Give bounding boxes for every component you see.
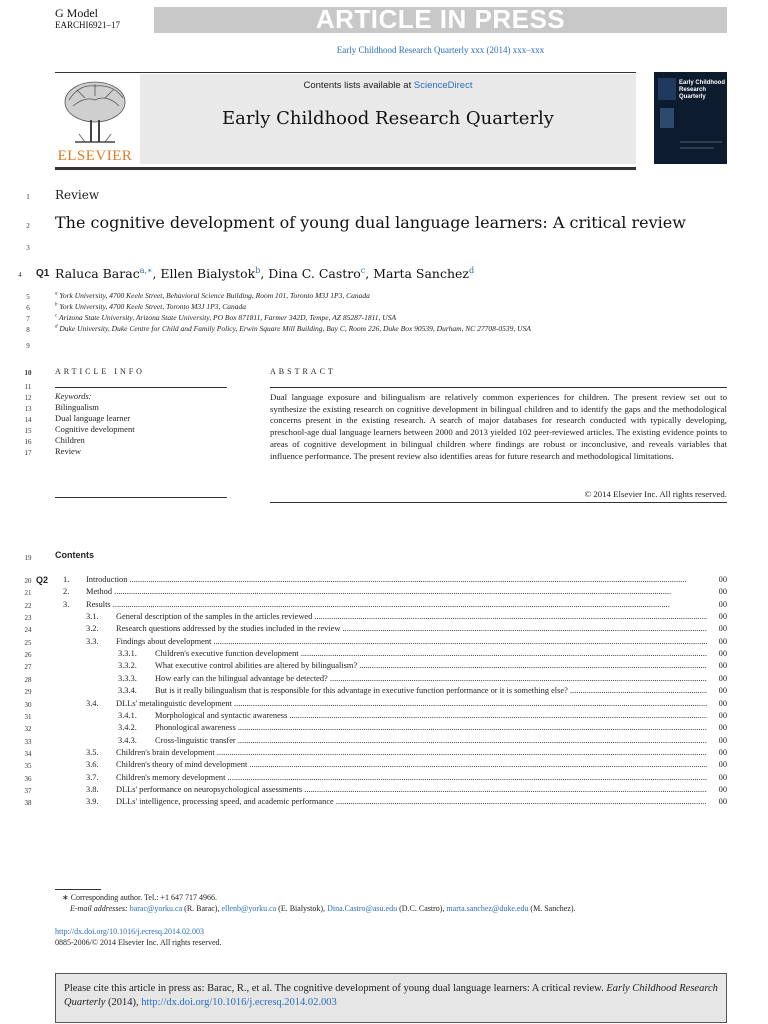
affiliation [55,302,246,311]
article-code: EARCHI6921–17 [55,20,120,30]
line-number: 24 [24,626,32,635]
toc-entry[interactable] [55,760,727,772]
affiliation-text: Duke University, Duke Centre for Child and Family Policy, Erwin Square Mill Building, Bay C, Room 226, Duke Box 90539, Durham, NC 27708-0539, USA [59,324,531,333]
line-number: 3 [26,244,30,252]
toc-entry-number: 3.4. [86,698,99,708]
line-number: 12 [24,394,32,402]
toc-entry[interactable] [55,686,727,698]
contents-available-line [140,80,636,91]
toc-entry[interactable] [55,748,727,760]
email-label: E-mail addresses: [70,904,128,913]
toc-entry-title[interactable]: Children's theory of mind development ..... [116,760,707,769]
toc-entry-title[interactable]: But is it really bilingualism that is responsible for this advantage in executive function performance or it is something else? ..... [155,686,707,695]
toc-entry-title[interactable]: Morphological and syntactic awareness ..... [155,711,707,720]
toc-entry-page: 00 [718,599,727,609]
line-number: 33 [24,737,32,746]
toc-entry-title[interactable]: Research questions addressed by the studies included in the review ..... [116,624,707,633]
toc-entry[interactable] [55,773,727,785]
toc-entry[interactable] [55,587,727,599]
toc-entry-page: 00 [718,575,727,584]
toc-entry-number: 3.3.2. [118,661,137,671]
keyword: Review [55,446,81,456]
line-number: 15 [24,427,32,435]
line-number: 22 [24,601,32,610]
toc-entry-page: 00 [718,673,727,683]
affiliation [55,313,396,322]
line-number: 4 [18,271,22,279]
toc-entry-number: 3.4.2. [118,723,137,733]
contents-available-text: Contents lists available at [303,80,414,91]
toc-entry-title[interactable]: Cross-linguistic transfer ..... [155,736,707,745]
toc-entry[interactable] [55,600,727,612]
toc-entry-page: 00 [718,636,727,646]
author-name[interactable]: Dina C. Castro [268,266,361,282]
line-number: 20 [24,577,32,585]
paper-title: The cognitive development of young dual language learners: A critical review [55,213,686,232]
author-list: Raluca Barac$^{a,∗}$, Ellen Bialystok$^b$, Dina C. Castro$^c$, Marta Sanchez$^d$ [55,266,475,282]
line-number: 32 [24,725,32,734]
toc-entry-title[interactable]: DLLs' intelligence, processing speed, and academic performance ..... [116,797,707,806]
toc-entry-title[interactable]: DLLs' performance on neuropsychological assessments ..... [116,785,707,794]
toc-entry-page: 00 [718,797,727,807]
query-mark-q1[interactable]: Q1 [36,268,50,279]
article-in-press-text: ARTICLE IN PRESS [315,4,566,34]
affiliation-text: York University, 4700 Keele Street, Toronto M3J 1P3, Canada [59,302,246,311]
query-mark-q2[interactable]: Q2 [36,575,49,585]
masthead-top-rule [55,72,636,73]
abstract-heading: ABSTRACT [270,367,336,376]
affiliation-marker: d [55,324,58,330]
toc-entry-page: 00 [718,698,727,708]
affiliation [55,291,370,300]
toc-entry-title[interactable]: Introduction ..... [86,575,707,584]
line-number: 31 [24,712,32,721]
toc-entry-page: 00 [718,772,727,782]
elsevier-logo [55,76,135,166]
article-info-bottom-rule [55,497,227,498]
email-owner: (D.C. Castro), [399,904,445,913]
email-owner: (E. Bialystok), [278,904,326,913]
email-link[interactable]: barac@yorku.ca [129,904,183,913]
toc-entry-title[interactable]: Children's brain development ..... [116,748,707,757]
email-link[interactable]: marta.sanchez@duke.edu [446,904,529,913]
cover-title: Early Childhood Research Quarterly [679,80,726,100]
line-number: 30 [24,700,32,709]
line-number: 25 [24,638,32,647]
author-affiliation-marker[interactable]: d [469,266,475,275]
affiliation [55,324,531,333]
email-link[interactable]: ellenb@yorku.ca [221,904,277,913]
doi-link[interactable]: http://dx.doi.org/10.1016/j.ecresq.2014.02.003 [55,927,204,936]
masthead-bottom-rule [55,167,636,170]
line-number: 17 [24,449,32,457]
keywords-label: Keywords: [55,391,92,401]
toc-entry-number: 3.3.1. [118,649,137,659]
keyword: Cognitive development [55,424,135,434]
toc-entry-number: 3.4.1. [118,710,137,720]
toc-entry-page: 00 [718,735,727,745]
issn-line: 0885-2006/© 2014 Elsevier Inc. All rights reserved. [55,938,222,947]
toc-entry-page: 00 [718,723,727,733]
journal-reference-link[interactable]: Early Childhood Research Quarterly xxx (2014) xxx–xxx [336,45,545,55]
toc-entry-number: 3.1. [86,612,99,622]
toc-entry-title[interactable]: General description of the samples in the articles reviewed ..... [116,612,707,621]
line-number: 38 [24,799,32,808]
abstract-rule [270,387,727,388]
line-number: 2 [26,222,30,230]
toc-entry-number: 3.5. [86,747,99,757]
g-model-label: G Model [55,6,98,20]
toc-entry[interactable] [55,797,727,809]
email-footnote [70,904,576,913]
toc-entry-page: 00 [718,661,727,671]
line-number: 37 [24,786,32,795]
line-number: 13 [24,405,32,413]
toc-entry-page: 00 [718,624,727,634]
toc-entry[interactable] [55,624,727,636]
toc-entry[interactable] [55,711,727,723]
email-owner: (M. Sanchez). [530,904,576,913]
line-number: 26 [24,651,32,660]
affiliation-marker: c [55,313,58,319]
keywords-block [55,391,135,457]
elsevier-wordmark: ELSEVIER [57,148,133,164]
line-number: 29 [24,688,32,697]
toc-entry-page: 00 [718,612,727,622]
contents-heading: Contents [55,550,94,560]
toc-entry-number: 3.3. [86,636,99,646]
abstract-bottom-rule [270,502,727,503]
toc-entry[interactable] [55,637,727,649]
toc-entry-title[interactable]: Children's executive function development ..... [155,649,707,658]
article-type: Review [55,188,100,202]
line-number: 5 [26,293,30,301]
keyword: Children [55,435,85,445]
toc-entry[interactable] [55,785,727,797]
toc-entry-page: 00 [718,747,727,757]
toc-entry[interactable] [55,736,727,748]
line-number: 19 [24,554,32,562]
journal-title: Early Childhood Research Quarterly [222,108,554,129]
abstract-copyright: © 2014 Elsevier Inc. All rights reserved. [584,489,727,499]
affiliation-text: Arizona State University, Arizona State University, PO Box 871811, Farmer 342D, Tempe, AZ 85287-1811, USA [58,313,397,322]
citation-text [64,982,720,1010]
toc-entry[interactable] [55,723,727,735]
line-number: 6 [26,304,30,312]
citation-doi-link[interactable]: http://dx.doi.org/10.1016/j.ecresq.2014.02.003 [141,997,337,1008]
toc-entry-title[interactable]: How early can the bilingual advantage be detected? ..... [155,674,707,683]
toc-entry-page: 00 [718,760,727,770]
author-affiliation-marker[interactable]: a,∗ [139,266,153,275]
line-number: 27 [24,663,32,672]
line-number: 36 [24,774,32,783]
toc-entry[interactable] [55,649,727,661]
toc-entry-number: 3.8. [86,784,99,794]
toc-entry-title[interactable]: Children's memory development ..... [116,773,707,782]
toc-entry-title[interactable]: DLLs' metalinguistic development ..... [116,699,707,708]
affiliation-text: York University, 4700 Keele Street, Behavioral Science Building, Room 101, Toronto M3J 1P3, Canada [59,291,370,300]
line-number: 16 [24,438,32,446]
author-affiliation-marker[interactable]: b [255,266,261,275]
toc-entry-number: 3.4.3. [118,735,137,745]
line-number: 8 [26,326,30,334]
toc-entry-page: 00 [718,784,727,794]
toc-entry-number: 3.3.3. [118,673,137,683]
toc-entry-number: 3.9. [86,797,99,807]
line-number: 35 [24,762,32,771]
toc-entry[interactable] [55,674,727,686]
author-name[interactable]: Marta Sanchez [373,266,470,282]
toc-entry-number: 2. [63,587,70,597]
line-number: 9 [26,342,30,350]
citation-journal: Early Childhood Research Quarterly [64,983,718,1008]
author-name[interactable]: Ellen Bialystok [160,266,256,282]
toc-entry-page: 00 [718,587,727,597]
toc-entry-page: 00 [718,710,727,720]
toc-entry-number: 3.3.4. [118,686,137,696]
line-number: 14 [24,416,32,424]
toc-entry[interactable] [55,575,727,587]
affiliation-marker: a [55,291,58,297]
toc-entry-number: 3.2. [86,624,99,634]
toc-entry-number: 1. [63,575,70,584]
toc-entry-page: 00 [718,649,727,659]
line-number: 10 [24,369,32,377]
line-number: 34 [24,749,32,758]
footnote-rule [55,889,101,890]
corresponding-author-text: Corresponding author. Tel.: +1 647 717 4966. [70,893,217,902]
toc-entry-title[interactable]: Results ..... [86,600,707,609]
line-number: 7 [26,315,30,323]
email-link[interactable]: Dina.Castro@asu.edu [327,904,398,913]
keyword: Dual language learner [55,413,131,423]
citation-year: (2014), [108,997,139,1008]
email-owner: (R. Barac), [184,904,220,913]
line-number: 11 [24,383,32,391]
toc-entry-title[interactable]: Phonological awareness ..... [155,723,707,732]
citation-prefix: Please cite this article in press as: Barac, R., et al. The cognitive development of young dual language learners: A critical review. [64,983,604,994]
line-number: 1 [26,193,30,201]
author-name[interactable]: Raluca Barac [55,266,140,282]
toc-entry-number: 3.7. [86,772,99,782]
sciencedirect-link[interactable]: ScienceDirect [413,80,473,91]
keyword: Bilingualism [55,402,99,412]
toc-entry-title[interactable]: Findings about development ..... [116,637,707,646]
article-info-heading: ARTICLE INFO [55,367,145,376]
line-number: 28 [24,675,32,684]
toc-entry[interactable] [55,661,727,673]
toc-entry-number: 3.6. [86,760,99,770]
toc-entry[interactable] [55,612,727,624]
article-info-rule [55,387,227,388]
toc-entry[interactable] [55,699,727,711]
toc-entry-title[interactable]: What executive control abilities are altered by bilingualism? ..... [155,661,707,670]
footnote-marker: ∗ [62,893,69,902]
toc-entry-title[interactable]: Method ..... [86,587,707,596]
author-affiliation-marker[interactable]: c [360,266,366,275]
toc-entry-page: 00 [718,686,727,696]
toc-entry-number: 3. [63,599,70,609]
line-number: 23 [24,614,32,623]
abstract-body: Dual language exposure and bilingualism are relatively common experiences for children. The present review set out to synthesize the existing research on cognitive development in bilingual children and to identify the gaps and the methodological concerns present in the existing research. A search of major databases for research conducted with typically developing, preschool-age dual language learners between 2000 and 2013 yielded 102 peer-reviewed articles. The existing evidence points to areas of cognitive development in bilingual children where findings are robust or inconclusive, and reveals variables that influence performance. The present review also identifies areas for future research and methodological limitations. [270,392,727,461]
affiliation-marker: b [55,302,58,308]
corresponding-author-footnote [62,893,217,902]
line-number: 21 [24,589,32,598]
